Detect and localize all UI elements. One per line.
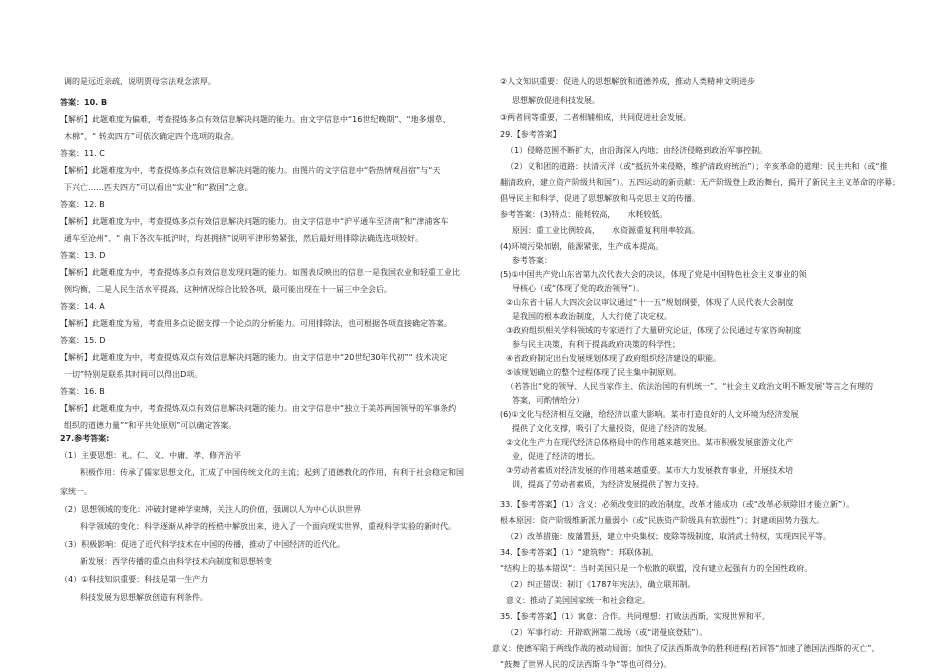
- left-column-line: 答案：11. C: [60, 149, 105, 158]
- right-column-line: ②文化生产力在现代经济总体格局中的作用越来越突出。某市积极发展旅游文化产: [506, 438, 794, 447]
- left-column-line: 一切”特别是联系其时间可以得出D项。: [64, 370, 203, 379]
- left-column-line: 【解析】此题难度为中，考查提炼多点有效信息解决问题的能力。由图片的文字信息中“砦热情观昌宿”与“天: [60, 166, 441, 175]
- right-column-line: ③政府组织相关学科领域的专家进行了大量研究论证，体现了公民通过专家咨询制度: [506, 326, 802, 335]
- right-column-line: 原因：重工业比例较高， 水资源重复利用率较高。: [512, 226, 700, 235]
- right-column-line: 根本原因：资产阶级维新派力量弱小（或“民族资产阶级具有软弱性”）；封建顽固势力强大。: [500, 516, 825, 525]
- right-column-line: 29.【参考答案】: [500, 130, 561, 139]
- left-column-line: （1）主要思想：礼、仁、义、中庸、孝、修齐治平: [60, 451, 242, 460]
- right-column-line: 意义：使德军陷于两线作战的被动局面；加快了反法西斯战争的胜利进程(若回答“加速了德国法西斯的灭亡”、: [492, 644, 880, 653]
- right-column-line: ②人文知识重要：促进人的思想解放和道德养成，推动人类精神文明进步: [500, 77, 756, 86]
- right-column-line: (4)环境污染加剧，能源紧张，生产成本提高。: [500, 242, 664, 251]
- right-column-line: 提供了文化支撑，吸引了大量投资，促进了经济的发展。: [512, 424, 712, 433]
- left-column-line: （3）积极影响：促进了近代科学技术在中国的传播，推动了中国经济的近代化。: [60, 540, 346, 549]
- right-column-line: 业，促进了经济的增长。: [512, 452, 600, 461]
- left-column-line: 【解析】此题难度为中，考查提炼双点有效信息解决问题的能力。由文字信息中“20世纪30年代初”“ 技术决定: [60, 353, 448, 362]
- right-column-line: 导核心（或“体现了党的政治领导”）。: [512, 284, 645, 293]
- right-column-line: 意义：推动了美国国家统一和社会稳定。: [506, 596, 650, 605]
- left-column-line: 答案：16. B: [60, 387, 105, 396]
- left-column-line: 【解析】此题难度为中，考查提炼多点有效信息发现问题的能力。如图表反映出的信息一是我国农业和轻重工业比: [60, 268, 460, 277]
- left-column-line: 答案：14. A: [60, 302, 105, 311]
- left-column-line: 答案：12. B: [60, 200, 105, 209]
- left-column-line: 下兴亡……匹夫四方”可以看出“实业”和“救国”之意。: [64, 183, 253, 192]
- right-column-line: 是我国的根本政治制度，人大行使了决定权。: [512, 312, 672, 321]
- left-column-line: （2）思想领域的变化：冲破封建神学束缚，关注人的价值，强调以人为中心认识世界: [60, 505, 362, 514]
- right-column-line: 34.【参考答案】（1）“建筑物”：邦联体制。: [500, 548, 659, 557]
- left-column-line: 27.参考答案:: [60, 434, 110, 443]
- right-column-line: 翻清政府，建立资产阶级共和国”）。五四运动的新贡献：无产阶级登上政治舞台，揭开了新民主主义革命的序幕；: [500, 178, 901, 187]
- right-column-line: 参考答案：: [512, 256, 552, 265]
- right-column-line: (5)①中国共产党山东省第九次代表大会的决议，体现了党是中国特色社会主义事业的领: [500, 270, 807, 279]
- right-column-line: （若答出“党的领导、人民当家作主、依法治国的有机统一”、“社会主义政治文明不断发展’等言之有理的: [506, 382, 873, 391]
- right-column-line: 答案，可酌情给分）: [512, 396, 584, 405]
- left-column-line: 答案：15. D: [60, 336, 106, 345]
- right-column-line: 倡导民主和科学，促进了思想解放和马克思主义的传播。: [500, 194, 700, 203]
- right-column-line: （2）义和团的道路：扶清灭洋（或“抵抗外来侵略，维护清政府统治”）；辛亥革命的道理：民主共和（或“推: [506, 162, 888, 171]
- right-column-line: 33.【参考答案】（1）含义：必须改变旧的政治制度，改革才能成功（或“改革必须除旧才能立新”）。: [500, 500, 855, 509]
- left-column-line: 组织的道德力量”“和平共处原则”可以确定答案。: [64, 421, 237, 430]
- left-column-line: 答案：10. B: [60, 98, 108, 107]
- right-column-line: （2）纠正错误：制订《1787年宪法》，确立联邦制。: [506, 580, 696, 589]
- right-column-line: （2）改革措施：废藩置县，建立中央集权；废除等级制度，取消武士特权，实现四民平等。: [506, 532, 832, 541]
- right-column-line: ③两者同等重要，二者相辅相成，共同促进社会发展。: [500, 113, 692, 122]
- right-column-line: ④省政府制定出台发展规划体现了政府组织经济建设的职能。: [506, 354, 722, 363]
- left-column-line: 【解析】此题难度为中，考查提炼多点有效信息解决问题的能力。由文字信息中“沪平通车至济南”和“津浦客车: [60, 217, 449, 226]
- left-column-line: 例均衡，二是人民生活水平提高，这种情况综合比较各项，最可能出现在十一届三中全会后。: [64, 285, 392, 294]
- left-column-line: 【解析】此题难度为偏难，考查提炼多点有效信息解决问题的能力。由文字信息中“16世纪晚期”、“地多烟草、: [60, 115, 451, 124]
- right-column-line: 参考答案：(3)特点：能耗较高， 水耗较低。: [500, 210, 668, 219]
- right-column-line: “鼓舞了世界人民的反法西斯斗争”等也可得分)。: [500, 660, 672, 669]
- left-column-line: 答案：13. D: [60, 251, 106, 260]
- left-column-line: 木棉”、“ 转卖四方”可依次确定四个选项的取舍。: [64, 132, 239, 141]
- right-column-line: （2）军事行动：开辟欧洲第二战场（或“诺曼底登陆”）。: [506, 628, 708, 637]
- right-column-line: ③劳动者素质对经济发展的作用越来越重要。某市大力发展教育事业，开展技术培: [506, 466, 794, 475]
- left-column-line: （4）①科技知识重要：科技是第一生产力: [60, 575, 209, 584]
- left-column-line: 【解析】此题难度为中，考查提炼双点有效信息解决问题的能力。由文字信息中“独立于美苏两国领导的军事条约: [60, 404, 457, 413]
- left-column-line: 调的是远近亲疏，说明贾母宗法观念浓厚。: [64, 77, 216, 86]
- right-column-line: ②山东省十届人大四次会议审议通过“十一五”规划纲要，体现了人民代表大会制度: [506, 298, 794, 307]
- right-column-line: (6)①文化与经济相互交融，给经济以重大影响。某市打造良好的人文环境为经济发展: [500, 410, 799, 419]
- right-column-line: 训，提高了劳动者素质，为经济发展提供了智力支持。: [512, 480, 704, 489]
- right-column-line: 35.【参考答案】（1）寓意：合作。共同理想：打败法西斯，实现世界和平。: [500, 612, 770, 621]
- left-column-line: 【解析】此题难度为易，考查用多点论据支撑一个论点的分析能力。可用排除法，也可根据各项直接确定答案。: [60, 319, 452, 328]
- left-column-line: 积极作用：传承了儒家思想文化，汇成了中国传统文化的主流；起到了道德教化的作用，有利于社会稳定和国: [80, 468, 464, 477]
- left-column-line: 家统一。: [60, 487, 92, 496]
- right-column-line: “结构上的基本错误”：当时美国只是一个松散的联盟，没有建立起强有力的全国性政府。: [500, 564, 813, 573]
- left-column-line: 新发展：西学传播的重点由科学技术向制度和思想转变: [80, 557, 272, 566]
- left-column-line: 科技发展为思想解放创造有利条件。: [80, 593, 208, 602]
- right-column-line: 参与民主决策，有利于提高政府决策的科学性；: [512, 340, 680, 349]
- right-column-line: 思想解放促进科技发展。: [512, 96, 600, 105]
- right-column-line: （1）侵略范围不断扩大，由沿海深入内地；由经济侵略到政治军事控制。: [506, 146, 768, 155]
- left-column-line: 通车至沧州”、“ 南下各次车抵沪时，均甚拥挤”说明平津形势紧张，然后最好用排除法确选选项较好。: [64, 234, 423, 243]
- right-column-line: ⑤该规划确立的整个过程体现了民主集中制原则。: [506, 368, 682, 377]
- left-column-line: 科学领域的变化：科学逐渐从神学的桎梏中解放出来，进入了一个面向现实世界，重视科学实验的新时代。: [80, 522, 456, 531]
